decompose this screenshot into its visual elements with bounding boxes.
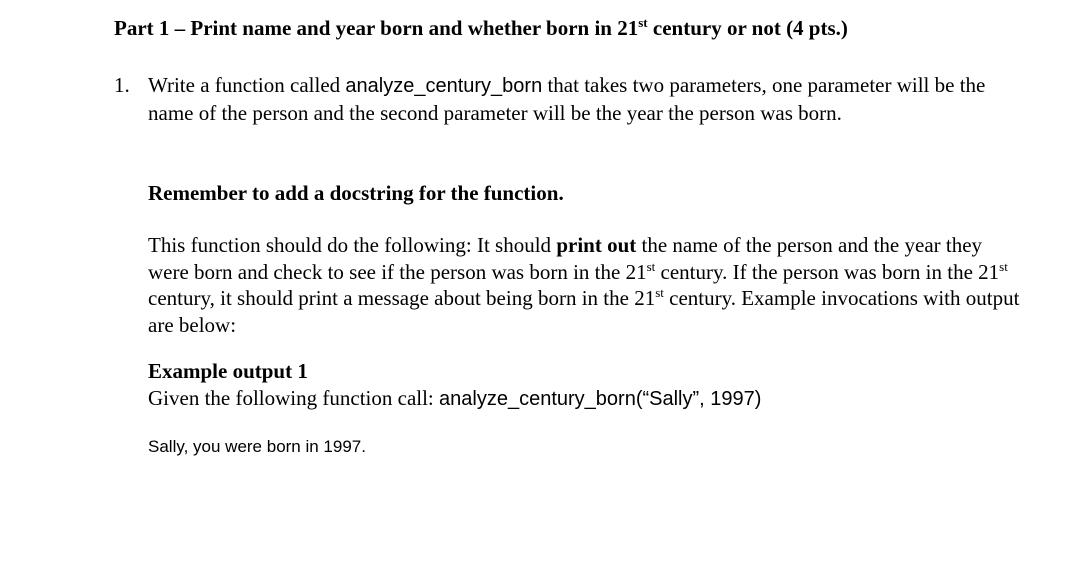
function-description-paragraph — [148, 232, 1028, 338]
description-text-4: century, it should print a message about being born in the 21 — [148, 286, 656, 310]
example-given-text: Given the following function call: — [148, 385, 440, 410]
heading-superscript: st — [638, 15, 648, 30]
description-text-1: This function should do the following: It should — [148, 233, 557, 257]
example-given-line — [148, 385, 1028, 413]
example-block — [148, 358, 1028, 412]
description-text-2: the name of the person and the year they were born and check to see if the person was born in the 21 — [148, 233, 983, 284]
example-function-call: analyze_century_born(“Sally”, 1997) — [439, 387, 762, 410]
description-bold-text: print out — [556, 233, 637, 257]
intro-text-start: Write a function called — [148, 73, 346, 97]
heading-text-end: century or not (4 pts.) — [647, 16, 848, 40]
description-superscript-3: st — [655, 285, 664, 300]
intro-text-end: that takes two parameters, one parameter will be the name of the person and the second parameter will be the year the person was born. — [148, 73, 986, 125]
function-name: analyze_century_born — [345, 75, 543, 97]
description-superscript-1: st — [646, 258, 656, 274]
example-output-text: Sally, you were born in 1997. — [148, 437, 366, 456]
docstring-reminder: Remember to add a docstring for the function. — [148, 181, 564, 205]
example-title: Example output 1 — [148, 359, 308, 383]
part-heading — [114, 14, 848, 42]
description-text-5: century. Example invocations with output are below: — [148, 286, 1020, 337]
list-number: 1. — [114, 73, 130, 97]
task-intro-paragraph — [148, 72, 1028, 126]
heading-text-start: Part 1 – Print name and year born and whether born in 21 — [114, 16, 639, 40]
description-superscript-2: st — [999, 258, 1008, 274]
description-text-3: century. If the person was born in the 21 — [655, 259, 1000, 284]
